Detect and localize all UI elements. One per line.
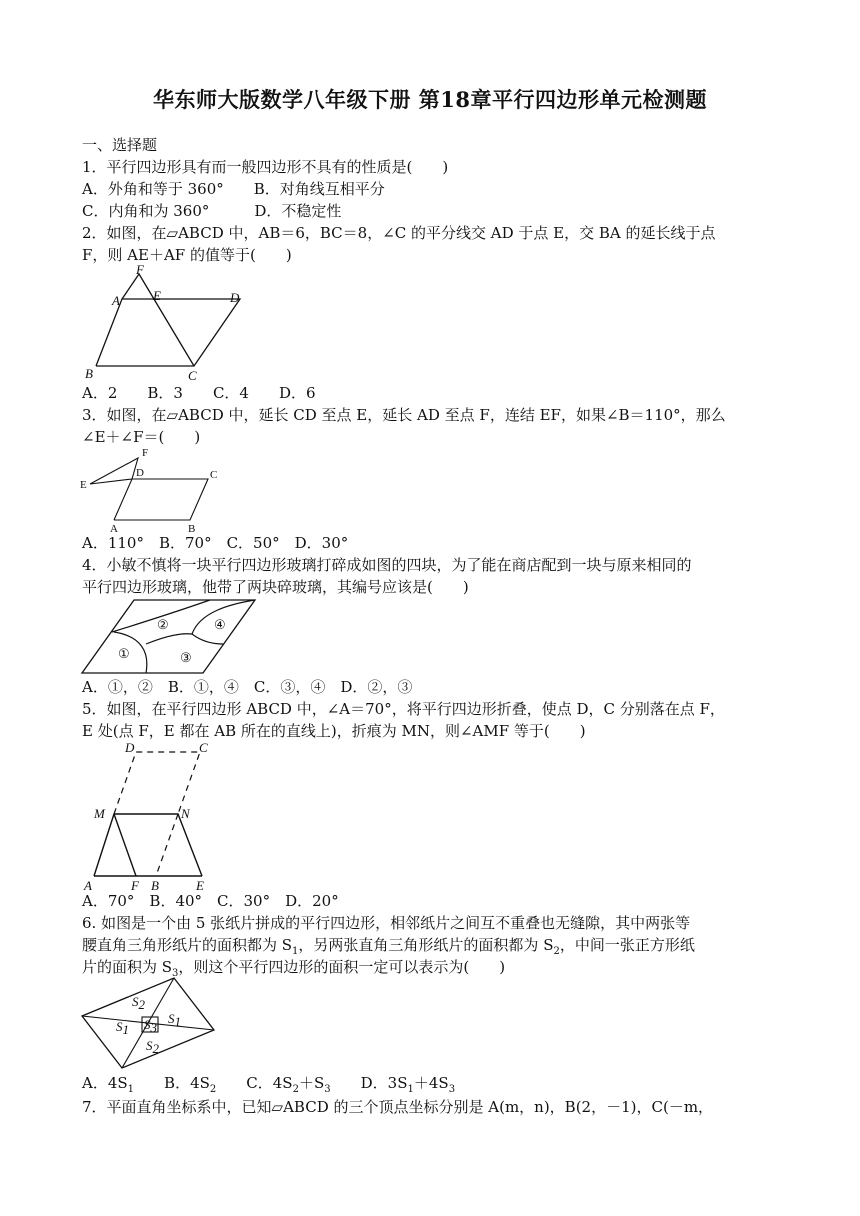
q3-label-D: D bbox=[136, 467, 144, 479]
q1-options-row2: C．内角和为 360° D．不稳定性 bbox=[82, 202, 342, 220]
q1-options-row1: A．外角和等于 360° B．对角线互相平分 bbox=[82, 180, 385, 198]
q4-stem-line1: 4．小敏不慎将一块平行四边形玻璃打碎成如图的四块，为了能在商店配到一块与原来相同的 bbox=[82, 556, 692, 574]
page-title: 华东师大版数学八年级下册 第18章平行四边形单元检测题 bbox=[152, 87, 708, 112]
q6-label-s1-left: S1 bbox=[116, 1019, 129, 1037]
q1-stem: 1．平行四边形具有而一般四边形不具有的性质是( ) bbox=[82, 158, 449, 176]
q5-label-F: F bbox=[131, 878, 139, 893]
q3-figure bbox=[78, 446, 228, 536]
q2-figure bbox=[82, 262, 252, 384]
q6-options: A．$4S_1$ B．$4S_2$ C．$4S_2+S_3$ D．$3S_1+4S_3$ bbox=[82, 1074, 456, 1095]
q6-label-s1-right: S1 bbox=[168, 1011, 181, 1029]
q7-stem: 7．平面直角坐标系中，已知▱ABCD 的三个顶点坐标分别是 A(m，n)，B(2，－1)，C(－m， bbox=[82, 1098, 714, 1116]
q2-label-F: F bbox=[136, 262, 144, 277]
q6-stem-line1: 6. 如图是一个由 5 张纸片拼成的平行四边形，相邻纸片之间互不重叠也无缝隙，其中两张等 bbox=[82, 914, 691, 932]
q5-label-D: D bbox=[125, 740, 135, 755]
q2-stem-line2: F，则 AE＋AF 的值等于( ) bbox=[82, 246, 292, 264]
q5-figure bbox=[80, 738, 220, 894]
q2-label-C: C bbox=[188, 368, 197, 383]
q5-label-N: N bbox=[181, 806, 190, 821]
q3-options: A．110° B．70° C．50° D．30° bbox=[82, 534, 349, 552]
q3-stem-line2: ∠E＋∠F＝( ) bbox=[82, 428, 201, 446]
q6-label-s2-bottom: S2 bbox=[146, 1038, 159, 1056]
q6-figure bbox=[80, 976, 220, 1072]
q6-label-s3: S3 bbox=[144, 1017, 157, 1035]
q4-piece-4: ④ bbox=[214, 617, 226, 632]
q5-label-B: B bbox=[151, 878, 159, 893]
q3-label-F: F bbox=[142, 447, 149, 459]
q2-stem-line1: 2．如图，在▱ABCD 中，AB＝6，BC＝8，∠C 的平分线交 AD 于点 E，交 BA 的延长线于点 bbox=[82, 224, 716, 242]
section-heading: 一、选择题 bbox=[82, 136, 158, 154]
q2-label-A: A bbox=[112, 293, 120, 308]
q5-options: A．70° B．40° C．30° D．20° bbox=[82, 892, 339, 910]
q6-stem-line3: 片的面积为 $S_3$，则这个平行四边形的面积一定可以表示为( ) bbox=[82, 958, 506, 979]
q3-label-E: E bbox=[80, 479, 87, 491]
q5-stem-line1: 5．如图，在平行四边形 ABCD 中，∠A＝70°，将平行四边形折叠，使点 D，C 分别落在点 F， bbox=[82, 700, 725, 718]
q3-label-C: C bbox=[210, 469, 218, 481]
q4-piece-2: ② bbox=[157, 617, 169, 632]
q4-piece-3: ③ bbox=[180, 650, 192, 665]
q2-label-B: B bbox=[85, 366, 93, 381]
q4-figure bbox=[80, 596, 260, 678]
q4-stem-line2: 平行四边形玻璃，他带了两块碎玻璃，其编号应该是( ) bbox=[82, 578, 469, 596]
q2-label-D: D bbox=[230, 290, 240, 305]
q5-label-M: M bbox=[94, 806, 105, 821]
q5-stem-line2: E 处(点 F，E 都在 AB 所在的直线上)，折痕为 MN，则∠AMF 等于( ) bbox=[82, 722, 586, 740]
q3-stem-line1: 3．如图，在▱ABCD 中，延长 CD 至点 E，延长 AD 至点 F，连结 EF，如果∠B＝110°，那么 bbox=[82, 406, 726, 424]
q2-label-E: E bbox=[153, 288, 161, 303]
q6-label-s2-top: S2 bbox=[132, 994, 145, 1012]
q5-label-E: E bbox=[196, 878, 204, 893]
q3-label-B: B bbox=[188, 523, 196, 535]
q4-piece-1: ① bbox=[118, 646, 130, 661]
q4-options: A．①，② B．①，④ C．③，④ D．②，③ bbox=[82, 678, 413, 696]
q5-label-C: C bbox=[199, 740, 208, 755]
q5-label-A: A bbox=[84, 878, 92, 893]
q3-label-A: A bbox=[110, 523, 118, 535]
q2-options: A．2 B．3 C．4 D．6 bbox=[82, 384, 316, 402]
q6-stem-line2: 腰直角三角形纸片的面积都为 $S_1$，另两张直角三角形纸片的面积都为 $S_2$，中间一张正方形纸 bbox=[82, 936, 695, 957]
